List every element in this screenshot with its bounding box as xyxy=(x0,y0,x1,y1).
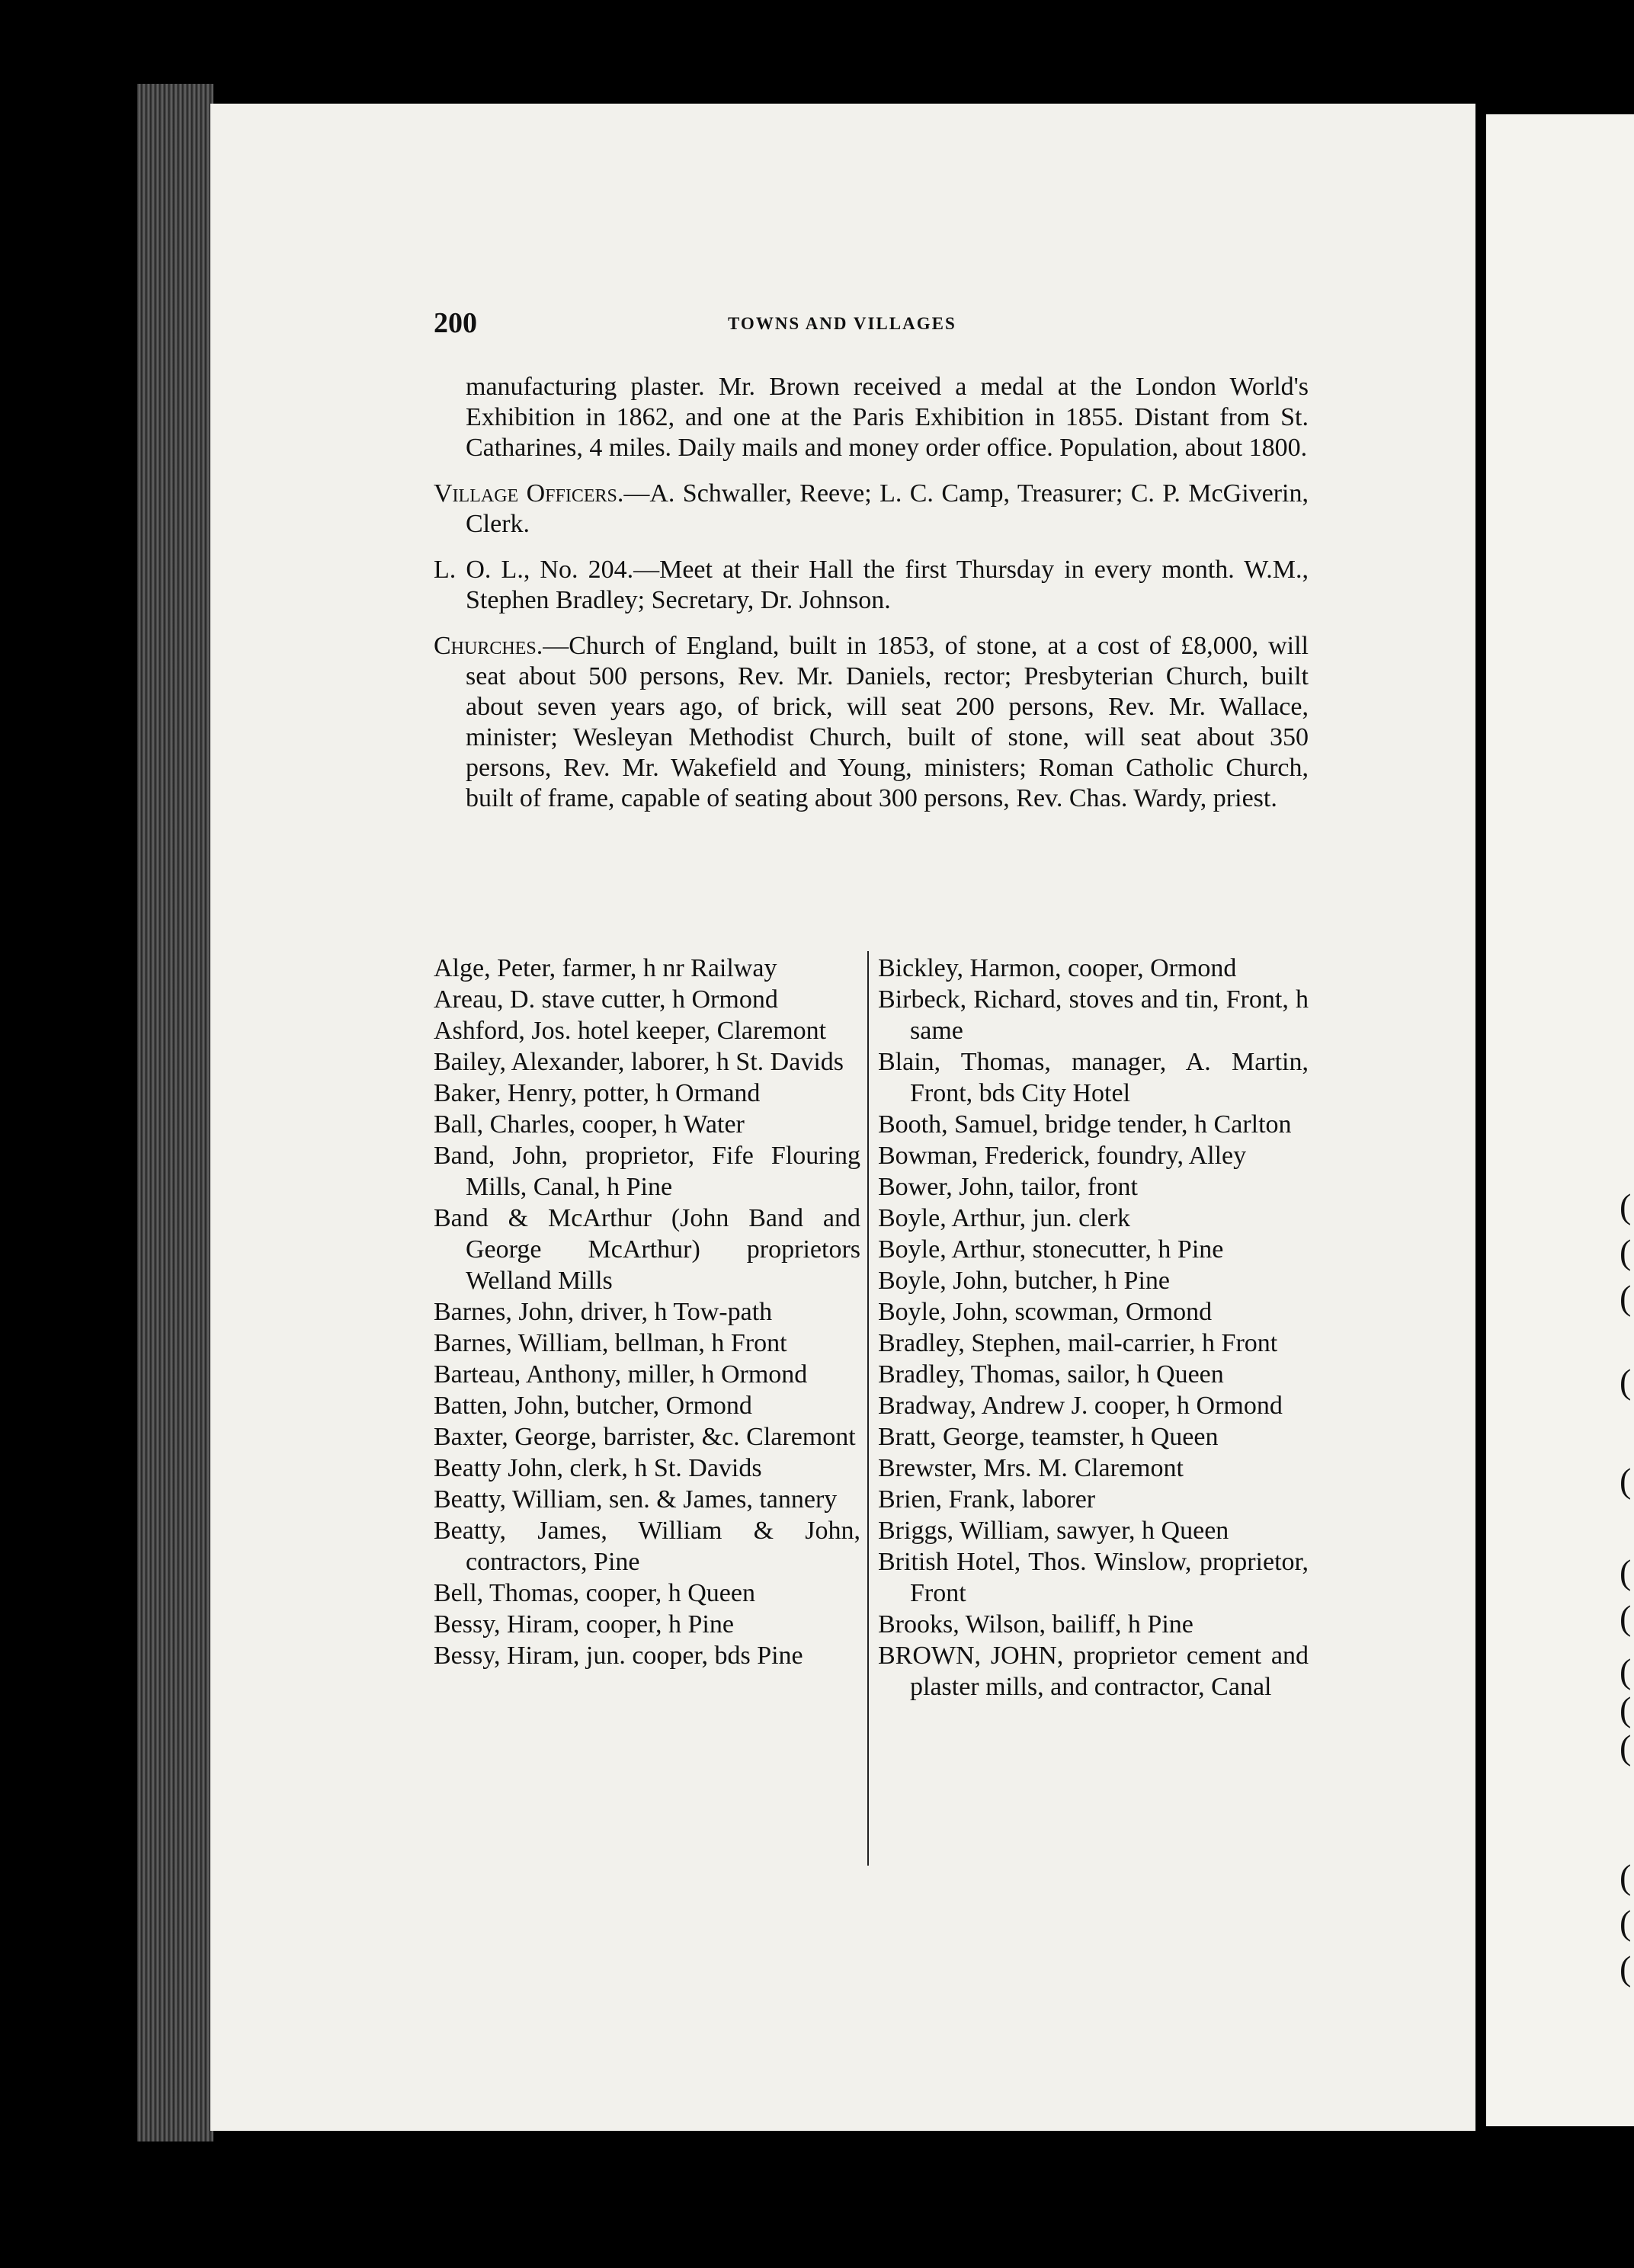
directory-entry: Bessy, Hiram, cooper, h Pine xyxy=(434,1610,734,1639)
lodge-paragraph xyxy=(434,555,1309,616)
directory-entry: Bratt, George, teamster, h Queen xyxy=(878,1423,1219,1451)
directory-entry: Blain, Thomas, manager, A. Martin, Front, bds City Hotel xyxy=(878,1048,1309,1107)
adjacent-page-mark: ( xyxy=(1620,1949,1632,1988)
adjacent-page-mark: ( xyxy=(1620,1728,1632,1767)
directory-entry: Barnes, William, bellman, h Front xyxy=(434,1329,787,1357)
adjacent-page-mark: ( xyxy=(1620,1598,1632,1637)
directory-entry: Boyle, Arthur, stonecutter, h Pine xyxy=(878,1235,1224,1264)
adjacent-page-mark: ( xyxy=(1620,1857,1632,1896)
adjacent-page-mark: ( xyxy=(1620,1651,1632,1690)
village-officers-paragraph xyxy=(434,479,1309,540)
lodge-heading: L. O. L., No. 204. xyxy=(434,556,634,584)
directory-entry: Barnes, John, driver, h Tow-path xyxy=(434,1298,773,1326)
directory-entry: Barteau, Anthony, miller, h Ormond xyxy=(434,1360,808,1389)
directory-entry: Bradway, Andrew J. cooper, h Ormond xyxy=(878,1392,1283,1420)
adjacent-page-mark: ( xyxy=(1620,1461,1632,1500)
directory-entry: Band, John, proprietor, Fife Flouring Mills, Canal, h Pine xyxy=(434,1142,860,1201)
directory-entry: Briggs, William, sawyer, h Queen xyxy=(878,1517,1229,1545)
directory-entry: Bradley, Thomas, sailor, h Queen xyxy=(878,1360,1224,1389)
directory-entry: Bowman, Frederick, foundry, Alley xyxy=(878,1142,1247,1170)
running-head xyxy=(434,306,1309,344)
directory-entry: Baker, Henry, potter, h Ormand xyxy=(434,1079,761,1107)
directory-entry: Ball, Charles, cooper, h Water xyxy=(434,1110,745,1139)
directory-entry: Boyle, John, butcher, h Pine xyxy=(878,1267,1170,1295)
body-text xyxy=(434,372,1309,829)
adjacent-page-edge xyxy=(1486,114,1634,2126)
running-title: TOWNS AND VILLAGES xyxy=(728,314,956,333)
village-officers-heading: Village Officers. xyxy=(434,479,624,508)
directory-entry: Alge, Peter, farmer, h nr Railway xyxy=(434,954,777,982)
directory-entry: Band & McArthur (John Band and George McArthur) proprietors Welland Mills xyxy=(434,1204,860,1295)
directory-entry: British Hotel, Thos. Winslow, proprietor, Front xyxy=(878,1548,1309,1607)
directory-entry: Bickley, Harmon, cooper, Ormond xyxy=(878,954,1237,982)
adjacent-page-mark: ( xyxy=(1620,1187,1632,1225)
churches-paragraph xyxy=(434,631,1309,814)
directory-entry: Bower, John, tailor, front xyxy=(878,1173,1138,1201)
directory-entry: Brien, Frank, laborer xyxy=(878,1485,1096,1514)
adjacent-page-mark: ( xyxy=(1620,1362,1632,1401)
directory-entry: Bessy, Hiram, jun. cooper, bds Pine xyxy=(434,1642,803,1670)
directory-entry: Bradley, Stephen, mail-carrier, h Front xyxy=(878,1329,1278,1357)
directory-right-column xyxy=(878,953,1309,1703)
intro-paragraph: manufacturing plaster. Mr. Brown received a medal at the London World's Exhibition in 1862, and one at the Paris Exhibition in 1855. Distant from St. Catharines, 4 miles. Daily mails and money order office. Population, about 1800. xyxy=(466,373,1309,462)
adjacent-page-mark: ( xyxy=(1620,1552,1632,1591)
directory-entry: Beatty John, clerk, h St. Davids xyxy=(434,1454,762,1482)
directory-entry: Bailey, Alexander, laborer, h St. Davids xyxy=(434,1048,844,1076)
adjacent-page-mark: ( xyxy=(1620,1690,1632,1728)
directory-entry: Booth, Samuel, bridge tender, h Carlton xyxy=(878,1110,1292,1139)
directory-entry: Boyle, Arthur, jun. clerk xyxy=(878,1204,1131,1232)
directory-entry: Beatty, William, sen. & James, tannery xyxy=(434,1485,838,1514)
directory-entry: Ashford, Jos. hotel keeper, Claremont xyxy=(434,1017,827,1045)
directory-entry: Bell, Thomas, cooper, h Queen xyxy=(434,1579,755,1607)
directory-entry: BROWN, JOHN, proprietor cement and plaster mills, and contractor, Canal xyxy=(878,1642,1309,1701)
churches-text: —Church of England, built in 1853, of stone, at a cost of £8,000, will seat about 500 persons, Rev. Mr. Daniels, rector; Presbyterian Church, built about seven years ago, of brick, will seat 200 persons, Rev. Mr. Wallace, minister; Wesleyan Methodist Church, built of stone, will seat about 350 persons, Rev. Mr. Wakefield and Young, ministers; Roman Catholic Church, built of frame, capable of seating about 300 persons, Rev. Chas. Wardy, priest. xyxy=(466,632,1309,812)
directory-entry: Brewster, Mrs. M. Claremont xyxy=(878,1454,1184,1482)
directory-entry: Beatty, James, William & John, contractors, Pine xyxy=(434,1517,860,1576)
directory-entry: Baxter, George, barrister, &c. Claremont xyxy=(434,1423,856,1451)
book-edge xyxy=(137,84,213,2141)
adjacent-page-mark: ( xyxy=(1620,1278,1632,1317)
adjacent-page-mark: ( xyxy=(1620,1903,1632,1942)
adjacent-page-mark: ( xyxy=(1620,1232,1632,1271)
page-number: 200 xyxy=(434,307,477,339)
column-rule xyxy=(867,951,869,1866)
churches-heading: Churches. xyxy=(434,632,543,660)
directory-entry: Brooks, Wilson, bailiff, h Pine xyxy=(878,1610,1193,1639)
directory-entry: Boyle, John, scowman, Ormond xyxy=(878,1298,1213,1326)
lodge-text: —Meet at their Hall the first Thursday in every month. W.M., Stephen Bradley; Secretary, Dr. Johnson. xyxy=(466,556,1309,614)
directory-entry: Areau, D. stave cutter, h Ormond xyxy=(434,985,778,1014)
directory-left-column xyxy=(434,953,860,1671)
directory-entry: Batten, John, butcher, Ormond xyxy=(434,1392,752,1420)
directory-entry: Birbeck, Richard, stoves and tin, Front, h same xyxy=(878,985,1309,1045)
village-officers-text: —A. Schwaller, Reeve; L. C. Camp, Treasurer; C. P. McGiverin, Clerk. xyxy=(466,479,1309,538)
